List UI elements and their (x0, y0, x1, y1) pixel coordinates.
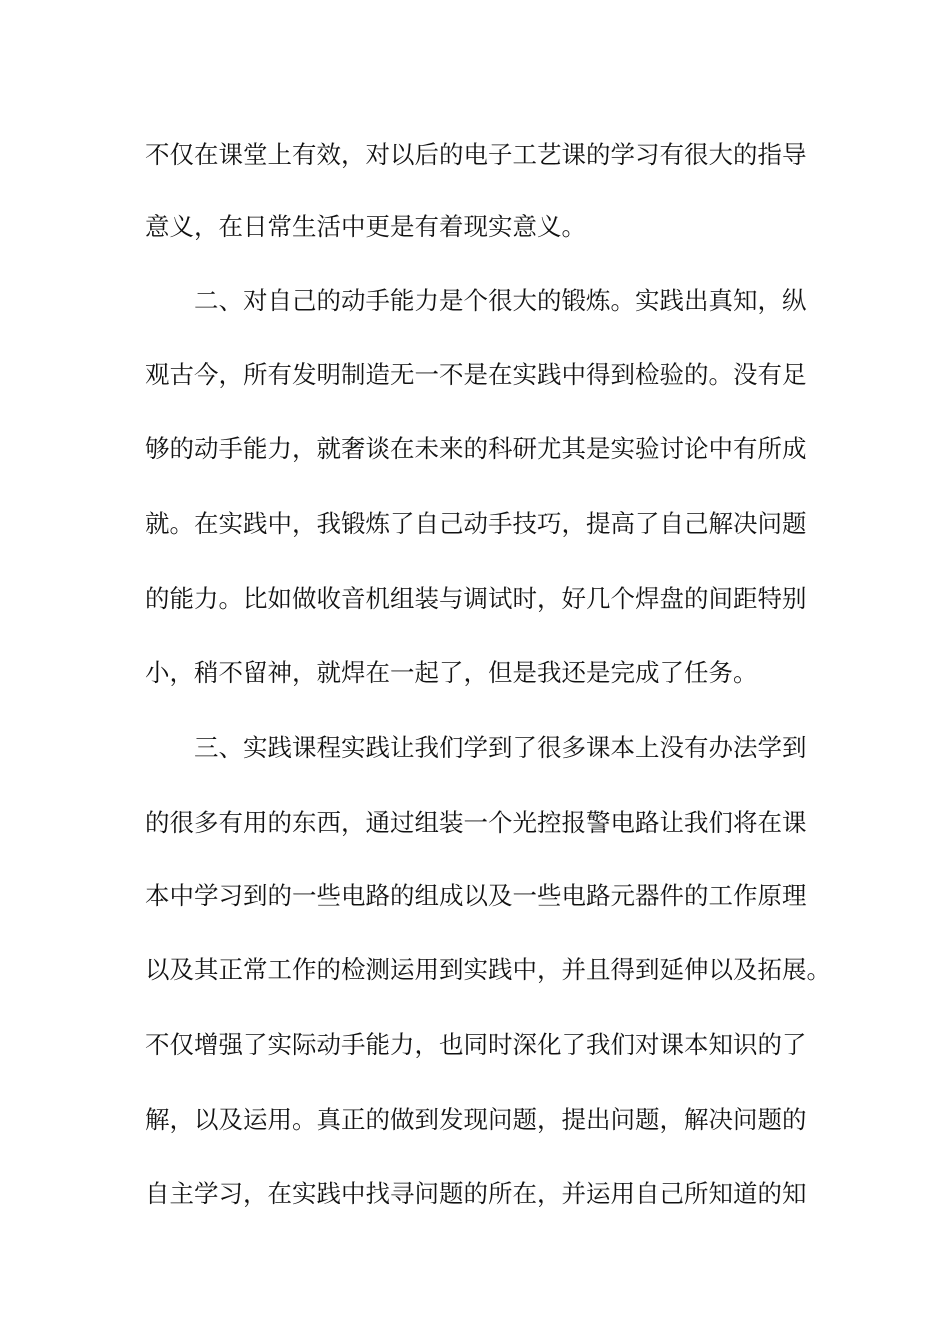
text-line: 自主学习，在实践中找寻问题的所在，并运用自己所知道的知 (145, 1179, 807, 1208)
text-line: 的很多有用的东西，通过组装一个光控报警电路让我们将在课 (145, 808, 807, 837)
text-line: 意义，在日常生活中更是有着现实意义。 (145, 212, 586, 241)
text-line: 够的动手能力，就奢谈在未来的科研尤其是实验讨论中有所成 (145, 434, 807, 463)
text-line: 以及其正常工作的检测运用到实践中，并且得到延伸以及拓展。 (145, 955, 831, 984)
text-line: 就。在实践中，我锻炼了自己动手技巧，提高了自己解决问题 (145, 509, 807, 538)
text-line: 小，稍不留神，就焊在一起了，但是我还是完成了任务。 (145, 658, 758, 687)
text-line: 不仅在课堂上有效，对以后的电子工艺课的学习有很大的指导 (145, 140, 807, 169)
text-line: 不仅增强了实际动手能力，也同时深化了我们对课本知识的了 (145, 1030, 807, 1059)
paragraph-first-line: 二、对自己的动手能力是个很大的锻炼。实践出真知，纵 (194, 286, 807, 315)
text-line: 解，以及运用。真正的做到发现问题，提出问题，解决问题的 (145, 1105, 807, 1134)
text-line: 本中学习到的一些电路的组成以及一些电路元器件的工作原理 (145, 881, 807, 910)
text-line: 观古今，所有发明制造无一不是在实践中得到检验的。没有足 (145, 360, 807, 389)
text-line: 的能力。比如做收音机组装与调试时，好几个焊盘的间距特别 (145, 584, 807, 613)
paragraph-first-line: 三、实践课程实践让我们学到了很多课本上没有办法学到 (194, 733, 807, 762)
